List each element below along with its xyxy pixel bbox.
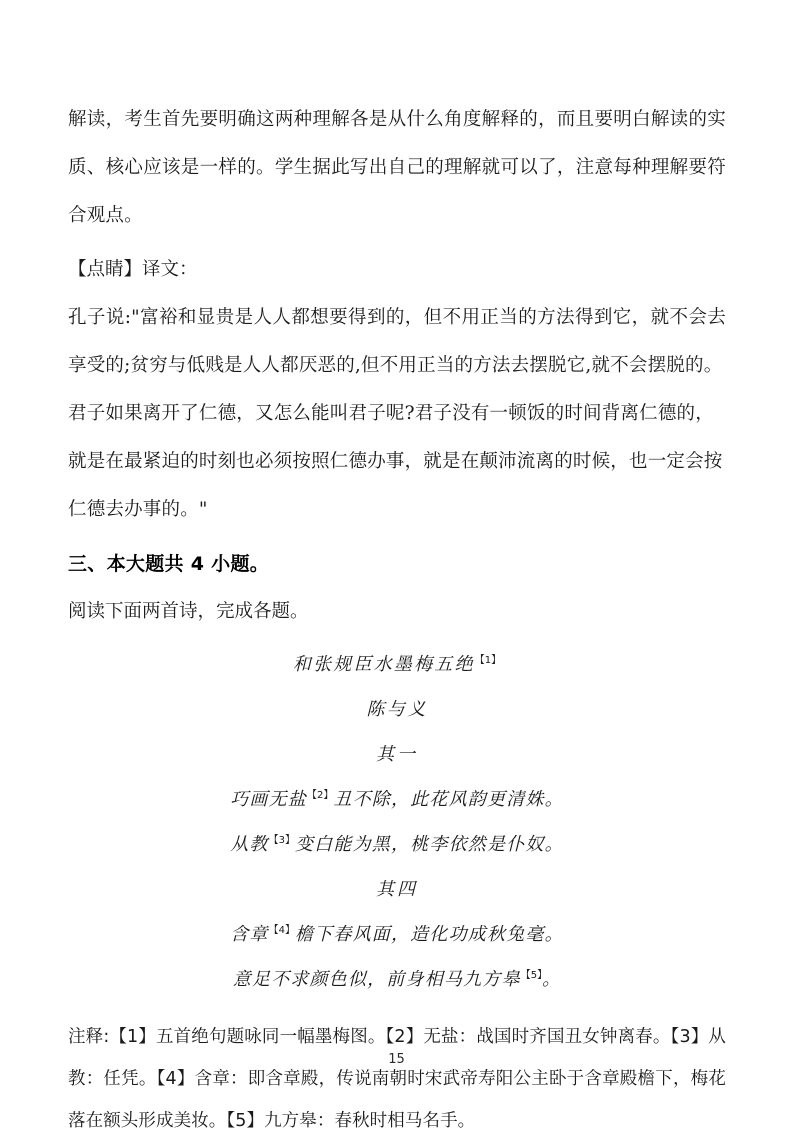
verse-text-a: 从教: [230, 834, 269, 855]
poem-title: [68, 642, 726, 687]
translation-paragraph-1: 孔子说:"富裕和显贵是人人都想要得到的，但不用正当的方法得到它，就不会去享受的;贫穷与低贱是人人都厌恶的,但不用正当的方法去摆脱它,就不会摆脱的。: [68, 307, 726, 376]
section-instruction: 阅读下面两首诗，完成各题。: [68, 601, 309, 622]
poem-title-text: 和张规臣水墨梅五绝: [292, 654, 475, 675]
footnotes-paragraph: 注释:【1】五首绝句题咏同一幅墨梅图。【2】无盐：战国时齐国丑女钟离春。【3】从教：任凭。【4】含章：即含章殿，传说南朝时宋武帝寿阳公主卧于含章殿檐下，梅花落在额头形成美妆。【5】九方皋：春秋时相马名手。: [68, 1027, 726, 1131]
poem-stanza-1-verse-1: [68, 777, 726, 822]
translation-paragraph-2: 君子如果离开了仁德，又怎么能叫君子呢?君子没有一顿饭的时间背离仁德的，就是在最紧迫的时刻也必须按照仁德办事，就是在颠沛流离的时候，也一定会按仁德去办事的。": [68, 403, 723, 520]
verse-text-b: 。: [542, 969, 562, 990]
verse-text-a: 含章: [230, 924, 269, 945]
verse-text-b: 变白能为黑，桃李依然是仆奴。: [294, 834, 564, 855]
page-number: 15: [388, 1052, 405, 1067]
body-paragraph-analysis: 解读，考生首先要明确这两种理解各是从什么角度解释的，而且要明白解读的实质、核心应该是一样的。学生据此写出自己的理解就可以了，注意每种理解要符合观点。: [68, 109, 726, 226]
poem-stanza-2-verse-2: [68, 957, 726, 1002]
verse-note-ref: 【2】: [307, 790, 334, 801]
section-heading: 三、本大题共 4 小题。: [68, 553, 270, 575]
poem-title-note-ref: 【1】: [474, 655, 502, 666]
verse-text-a: 意足不求颜色似，前身相马九方皋: [232, 969, 521, 990]
poem-author: 陈与义: [366, 699, 428, 720]
verse-text-b: 丑不除，此花风韵更清姝。: [333, 789, 564, 810]
verse-text-b: 檐下春风面，造化功成秋兔毫。: [294, 924, 564, 945]
poem-stanza-2-verse-1: [68, 912, 726, 957]
poem-block: [68, 642, 726, 1002]
poem-stanza-1-label: 其一: [376, 744, 418, 765]
verse-note-ref: 【4】: [268, 925, 295, 936]
page-content: [68, 96, 726, 1142]
verse-note-ref: 【5】: [520, 970, 543, 981]
poem-stanza-2-label: 其四: [376, 879, 418, 900]
dianjing-label: 【点睛】译文：: [68, 259, 198, 280]
verse-text-a: 巧画无盐: [230, 789, 308, 810]
spacer: [68, 1002, 726, 1016]
poem-stanza-1-verse-2: [68, 822, 726, 867]
verse-note-ref: 【3】: [268, 835, 295, 846]
